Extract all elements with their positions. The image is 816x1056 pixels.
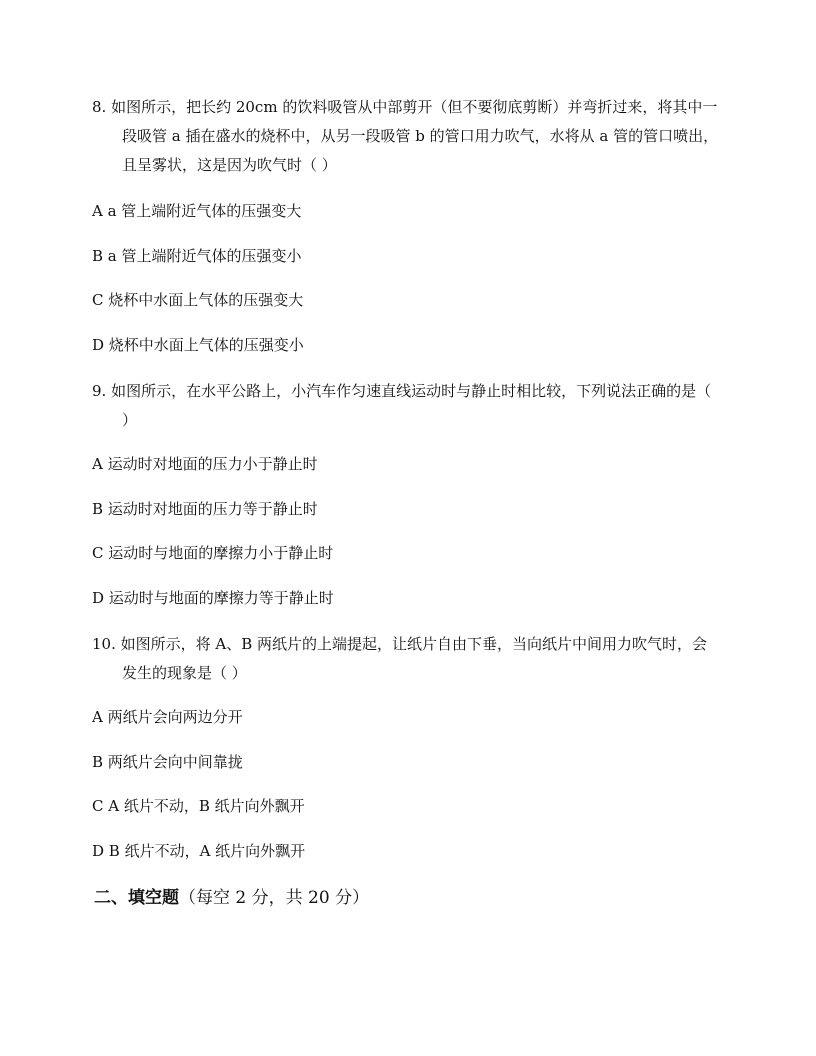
question-10-option-c: C A 纸片不动，B 纸片向外飘开 <box>92 797 305 815</box>
question-10-option-d: D B 纸片不动，A 纸片向外飘开 <box>92 842 306 860</box>
question-8-option-c: C 烧杯中水面上气体的压强变大 <box>92 291 304 309</box>
question-8-stem: 8. 如图所示，把长约 20cm 的饮料吸管从中部剪开（但不要彻底剪断）并弯折过来，将其中一段吸管 a 插在盛水的烧杯中，从另一段吸管 b 的管口用力吹气，水将从 a 管的管口喷出，且呈雾状，这是因为吹气时（ ） <box>92 98 719 174</box>
question-9-option-a: A 运动时对地面的压力小于静止时 <box>92 455 318 473</box>
section-title: 二、填空题 <box>94 888 179 908</box>
question-9-option-d: D 运动时与地面的摩擦力等于静止时 <box>92 589 334 607</box>
question-10-option-a: A 两纸片会向两边分开 <box>92 708 243 726</box>
question-8-option-b: B a 管上端附近气体的压强变小 <box>92 247 302 265</box>
section-heading <box>94 886 369 910</box>
question-10-stem: 10. 如图所示，将 A、B 两纸片的上端提起，让纸片自由下垂，当向纸片中间用力吹气时，会发生的现象是（ ） <box>92 635 708 682</box>
question-10-option-b: B 两纸片会向中间靠拢 <box>92 753 243 771</box>
question-8-option-a: A a 管上端附近气体的压强变大 <box>92 202 302 220</box>
question-9-option-c: C 运动时与地面的摩擦力小于静止时 <box>92 544 334 562</box>
question-9-stem: 9. 如图所示，在水平公路上，小汽车作匀速直线运动时与静止时相比较，下列说法正确的是（ ） <box>92 382 712 429</box>
question-9-option-b: B 运动时对地面的压力等于静止时 <box>92 500 318 518</box>
section-note: （每空 2 分，共 20 分） <box>179 888 370 908</box>
question-8-option-d: D 烧杯中水面上气体的压强变小 <box>92 336 304 354</box>
